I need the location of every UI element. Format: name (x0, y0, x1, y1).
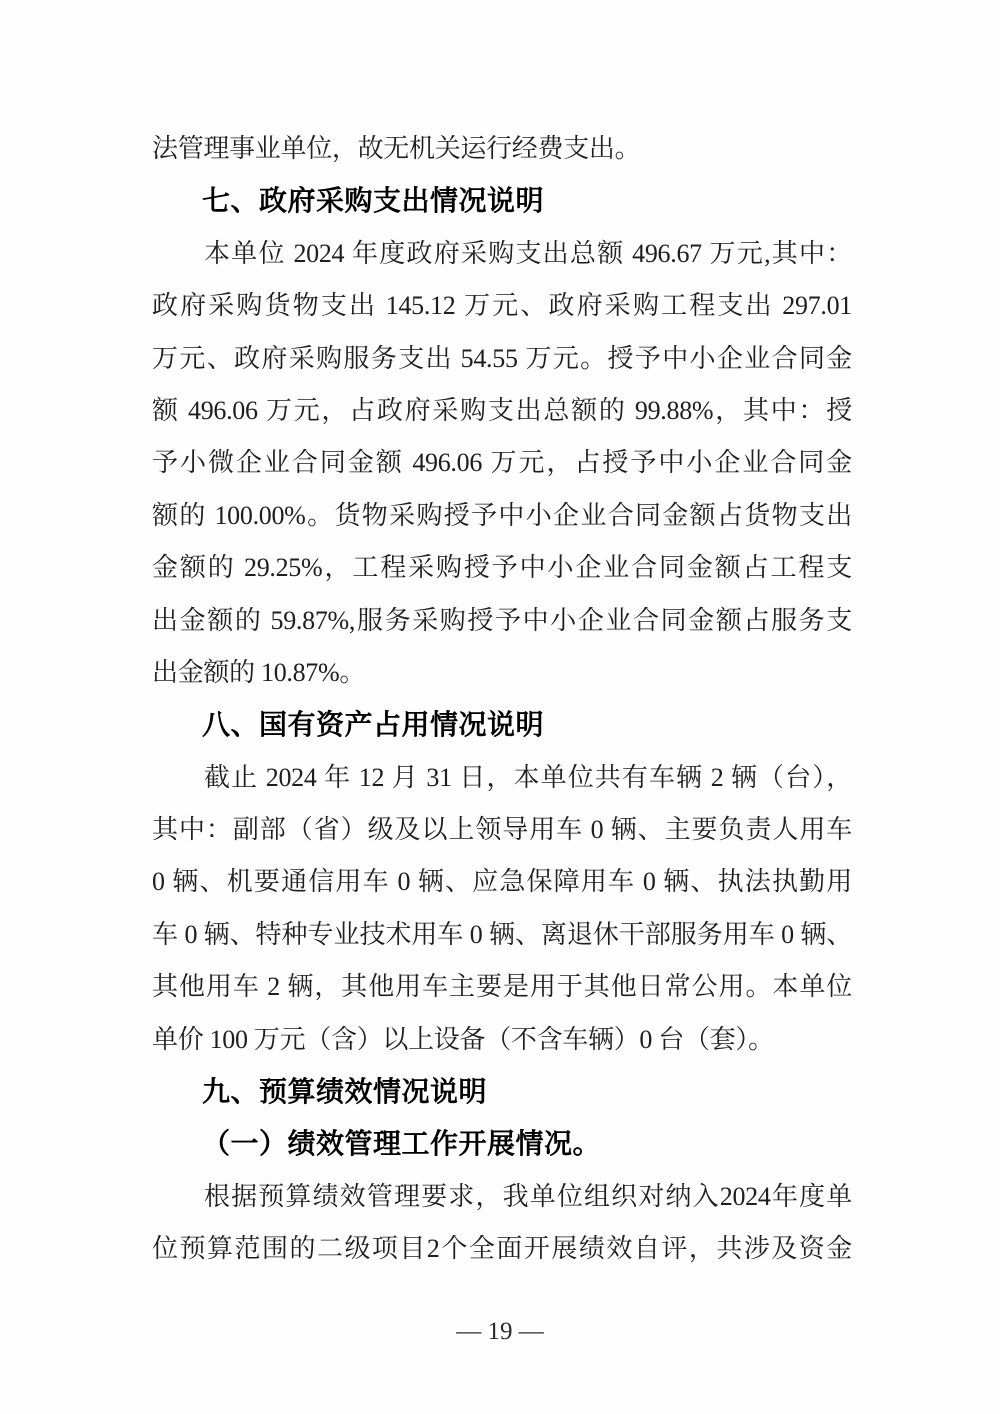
section-heading-9: 九、预算绩效情况说明 (202, 1076, 488, 1108)
text-line: 法管理事业单位，故无机关运行经费支出。 (152, 134, 641, 163)
text-line: 截止 2024 年 12 月 31 日，本单位共有车辆 2 辆（台）， (204, 762, 852, 792)
document-body (152, 123, 852, 1276)
text-line: 金额的 29.25%，工程采购授予中小企业合同金额占工程支 (152, 553, 852, 583)
text-line: 予小微企业合同金额 496.06 万元，占授予中小企业合同金 (152, 448, 852, 478)
page-number: — 19 — (456, 1318, 544, 1345)
text-line: 位预算范围的二级项目2个全面开展绩效自评，共涉及资金 (152, 1234, 852, 1264)
section-heading-8: 八、国有资产占用情况说明 (202, 709, 545, 741)
text-line: 万元、政府采购服务支出 54.55 万元。授予中小企业合同金 (152, 343, 852, 373)
text-line: 其中：副部（省）级及以上领导用车 0 辆、主要负责人用车 (152, 815, 852, 845)
section-heading-7: 七、政府采购支出情况说明 (202, 185, 545, 217)
text-line: 根据预算绩效管理要求，我单位组织对纳入2024年度单 (204, 1181, 852, 1211)
text-line: 额的 100.00%。货物采购授予中小企业合同金额占货物支出 (152, 500, 852, 530)
text-line: 0 辆、机要通信用车 0 辆、应急保障用车 0 辆、执法执勤用 (152, 867, 852, 897)
text-line: 车 0 辆、特种专业技术用车 0 辆、离退休干部服务用车 0 辆、 (152, 919, 852, 949)
text-line: 其他用车 2 辆，其他用车主要是用于其他日常公用。本单位 (152, 972, 852, 1002)
text-line: 单价 100 万元（含）以上设备（不含车辆）0 台（套）。 (152, 1024, 774, 1054)
text-line: 本单位 2024 年度政府采购支出总额 496.67 万元,其中： (204, 238, 852, 268)
text-line: 政府采购货物支出 145.12 万元、政府采购工程支出 297.01 (152, 291, 852, 321)
subsection-heading-1: （一）绩效管理工作开展情况。 (202, 1128, 602, 1160)
text-line: 出金额的 10.87%。 (152, 657, 366, 687)
text-line: 额 496.06 万元，占政府采购支出总额的 99.88%，其中：授 (152, 395, 852, 425)
text-line: 出金额的 59.87%,服务采购授予中小企业合同金额占服务支 (152, 605, 852, 635)
